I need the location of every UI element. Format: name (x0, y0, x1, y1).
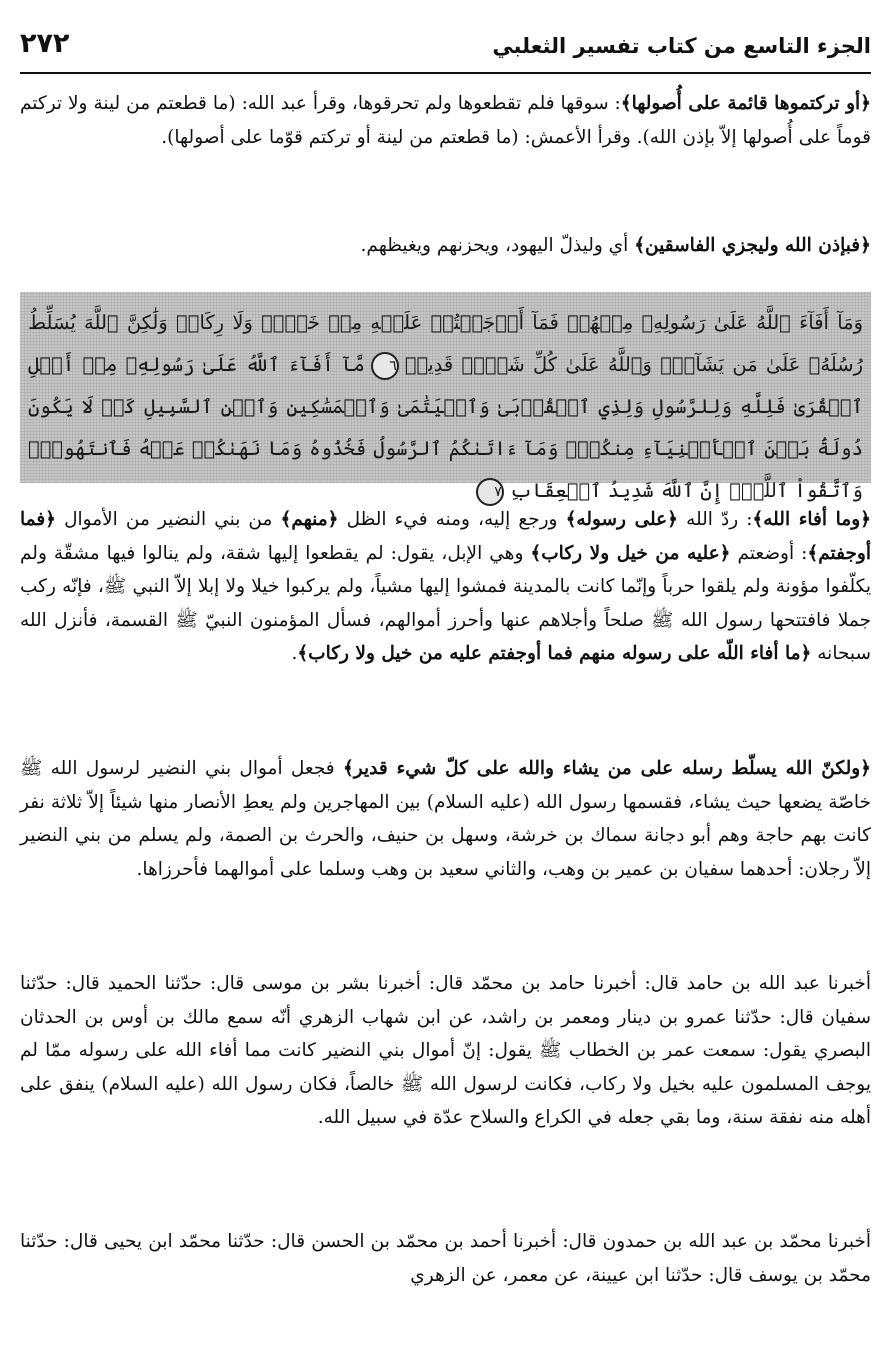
commentary-text: : أوضعتم (730, 542, 808, 564)
commentary-paragraph-2 (20, 229, 871, 263)
commentary-text: أي وليذلّ اليهود، ويحزنهم ويغيظهم. (360, 235, 635, 256)
commentary-text: فجعل أموال بني النضير لرسول الله ﷺ خاصّة يضعها حيث يشاء، فقسمها رسول الله (عليه السلام) بين المهاجرين ولم يعطِ الأنصار منها شيئاً إلاّ ثلاثة نفر كانت بهم حاجة وهم أبو دجانة سماك بن خرشة، وسهل بن حنيف، والحرث بن الصمة، ولم يسلم من بني النضير إلاّ رجلان: أحدهما سفيان بن عمير بن وهب، والثاني سعيد بن وهب وسلما على أموالهما فأحرزاها. (20, 758, 871, 880)
quran-verse-7: مَّآ أَفَآءَ ٱللَّهُ عَلَىٰ رَسُولِهِۦ مِنۡ أَهۡلِ ٱلۡقُرَىٰ فَلِلَّهِ وَلِلرَّسُولِ وَلِذِي ٱلۡقُرۡبَىٰ وَٱلۡيَتَٰمَىٰ وَٱلۡمَسَٰكِينِ وَٱبۡنِ ٱلسَّبِيلِ كَيۡ لَا يَكُونَ دُولَةَۢ بَيۡنَ ٱلۡأَغۡنِيَآءِ مِنكُمۡۚ وَمَآ ءَاتَىٰكُمُ ٱلرَّسُولُ فَخُذُوهُ وَمَا نَهَىٰكُمۡ عَنۡهُ فَٱنتَهُواْۚ وَٱتَّقُواْ ٱللَّهَۖ إِنَّ ٱللَّهَ شَدِيدُ ٱلۡعِقَابِ (28, 353, 863, 502)
commentary-text: : سوقها فلم تقطعوها ولم تحرقوها، وقرأ عبد الله: (ما قطعتم من لينة ولا تركتم قوماً على أُصولها إلاّ بإذن الله). وقرأ الأعمش: (ما قطعتم من لينة أو تركتم قوّما على أصولها). (20, 93, 871, 148)
verse-quote: ﴿ما أفاء اللّه على رسوله منهم فما أوجفتم عليه من خيل ولا ركاب﴾ (297, 643, 812, 664)
verse-quote: ﴿وما أفاء الله﴾ (752, 509, 871, 530)
commentary-text: . (291, 643, 298, 664)
hadith-text: أخبرنا محمّد بن عبد الله بن حمدون قال: أخبرنا أحمد بن محمّد بن الحسن قال: حدّثنا محمّد ابن يحيى قال: حدّثنا محمّد بن يوسف قال: حدّثنا ابن عيينة، عن معمر، عن الزهري (20, 1231, 871, 1286)
verse-quote: ﴿أو تركتموها قائمة على أُصولها﴾ (620, 93, 871, 114)
commentary-paragraph-1 (20, 87, 871, 154)
verse-quote: ﴿فما أوجفتم﴾ (20, 509, 871, 564)
verse-quote: ﴿عليه من خيل ولا ركاب﴾ (530, 542, 731, 564)
quran-verse-6: وَمَآ أَفَآءَ ٱللَّهُ عَلَىٰ رَسُولِهِۦ مِنۡهُمۡ فَمَآ أَوۡجَفۡتُمۡ عَلَيۡهِ مِنۡ خَيۡلٖ وَلَا رِكَابٖ وَلَٰكِنَّ ٱللَّهَ يُسَلِّطُ رُسُلَهُۥ عَلَىٰ مَن يَشَآءُۚ وَٱللَّهُ عَلَىٰ كُلِّ شَيۡءٖ قَدِيرٞ (28, 311, 863, 376)
commentary-paragraph-4 (20, 752, 871, 886)
running-title: الجزء التاسع من كتاب تفسير الثعلبي (492, 34, 871, 58)
commentary-paragraph-3 (20, 503, 871, 671)
commentary-text: : ردّ الله (678, 509, 753, 530)
quran-verse-text (28, 302, 863, 512)
verse-quote: ﴿فبإذن الله وليجزي الفاسقين﴾ (634, 235, 871, 256)
verse-quote: ﴿على رسوله﴾ (565, 509, 678, 530)
ayah-number-marker: ٦ (371, 352, 399, 380)
hadith-paragraph-1 (20, 967, 871, 1135)
hadith-paragraph-2 (20, 1225, 871, 1292)
verse-quote: ﴿ولكنّ الله يسلّط رسله على من يشاء والله على كلّ شيء قدير﴾ (342, 758, 872, 779)
commentary-text: ورجع إليه، ومنه فيء الظل (338, 509, 566, 530)
hadith-text: أخبرنا عبد الله بن حامد قال: أخبرنا حامد بن محمّد قال: أخبرنا بشر بن موسى قال: حدّثنا الحميد قال: حدّثنا سفيان قال: حدّثنا عمرو بن دينار ومعمر بن راشد، عن ابن شهاب الزهري أنّه سمع مالك بن أوس بن الحدثان البصري يقول: سمعت عمر بن الخطاب ﷺ يقول: إنّ أموال بني النضير كانت مما أفاء الله على رسوله ممّا لم يوجف المسلمون عليه بخيل ولا ركاب، فكانت لرسول الله ﷺ خالصاً، فكان رسول الله (عليه السلام) ينفق على أهله منه نفقة سنة، وما بقي جعله في الكراع والسلاح عدّة في سبيل الله. (20, 973, 871, 1128)
ayah-number-marker: ٧ (476, 478, 504, 506)
page-number: ٢٧٢ (20, 28, 70, 59)
commentary-text: وهي الإبل، يقول: لم يقطعوا إليها شقة، ولم ينالوا فيها مشقّة ولم يكلّفوا مؤونة ولم يلقوا حرباً وإنّما كانت بالمدينة فمشوا إليها مشياً، ولم يركبوا خيلا ولا إبلا إلاّ النبي ﷺ، فإنّه ركب جملا فافتتحها رسول الله ﷺ صلحاً وأجلاهم عنها وأحرز أموالهم، فسأل المؤمنون النبيّ ﷺ القسمة، فأنزل الله سبحانه (20, 542, 871, 664)
verse-quote: ﴿منهم﴾ (280, 509, 339, 530)
quran-verse-box (20, 292, 871, 502)
commentary-text: من بني النضير من الأموال (56, 509, 281, 530)
page-header (20, 22, 871, 74)
